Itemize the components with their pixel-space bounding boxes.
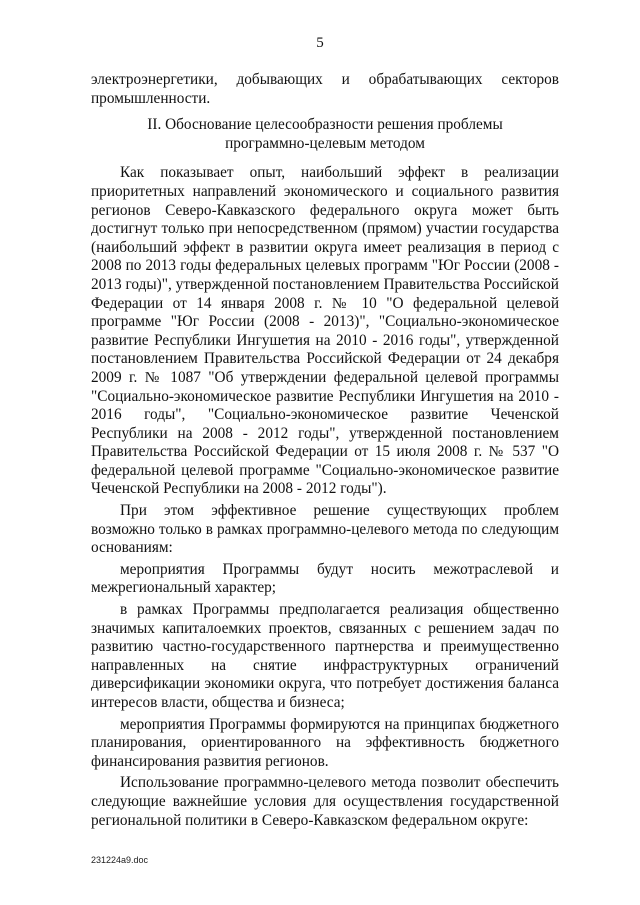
section-heading-line-2: программно-целевым методом [225, 134, 425, 152]
paragraph-conditions: Использование программно-целевого метода позволит обеспечить следующие важнейшие условия для осуществления государственной региональной политики в Северо-Кавказском федеральном округе: [91, 774, 559, 829]
document-body [91, 71, 559, 830]
section-heading [91, 116, 559, 153]
page-number: 5 [316, 35, 324, 51]
section-heading-line-1: II. Обоснование целесообразности решения проблемы [147, 116, 503, 134]
paragraph-intersectoral: мероприятия Программы будут носить межотраслевой и межрегиональный характер; [91, 560, 559, 597]
paragraph-experience: Как показывает опыт, наибольший эффект в реализации приоритетных направлений экономического и социального развития регионов Северо-Кавказского федерального округа может быть достигнут только при непосредственном (прямом) участии государства (наибольший эффект в развитии округа имеет реализация в период с 2008 по 2013 годы федеральных целевых программ "Юг России (2008 - 2013 годы)", утвержденной постановлением Правительства Российской Федерации от 14 января 2008 г. № 10 "О федеральной целевой программе "Юг России (2008 - 2013)", "Социально-экономическое развитие Республики Ингушетия на 2010 - 2016 годы", утвержденной постановлением Правительства Российской Федерации от 24 декабря 2009 г. № 1087 "Об утверждении федеральной целевой программы "Социально-экономическое развитие Республики Ингушетия на 2010 - 2016 годы", "Социально-экономическое развитие Чеченской Республики на 2008 - 2012 годы", утвержденной постановлением Правительства Российской Федерации от 15 июля 2008 г. № 537 "О федеральной целевой программе "Социально-экономическое развитие Чеченской Республики на 2008 - 2012 годы"). [91, 164, 559, 498]
paragraph-budget-planning: мероприятия Программы формируются на принципах бюджетного планирования, ориентированного на эффективность бюджетного финансирования развития регионов. [91, 715, 559, 770]
opening-paragraph: электроэнергетики, добывающих и обрабатывающих секторов промышленности. [91, 71, 559, 107]
paragraph-grounds: При этом эффективное решение существующих проблем возможно только в рамках программно-целевого метода по следующим основаниям: [91, 502, 559, 557]
paragraph-projects: в рамках Программы предполагается реализация общественно значимых капиталоемких проектов, связанных с решением задач по развитию частно-государственного партнерства и преимущественно направленных на снятие инфраструктурных ограничений диверсификации экономики округа, что потребует достижения баланса интересов власти, общества и бизнеса; [91, 601, 559, 711]
footer-filename: 231224a9.doc [91, 855, 149, 865]
